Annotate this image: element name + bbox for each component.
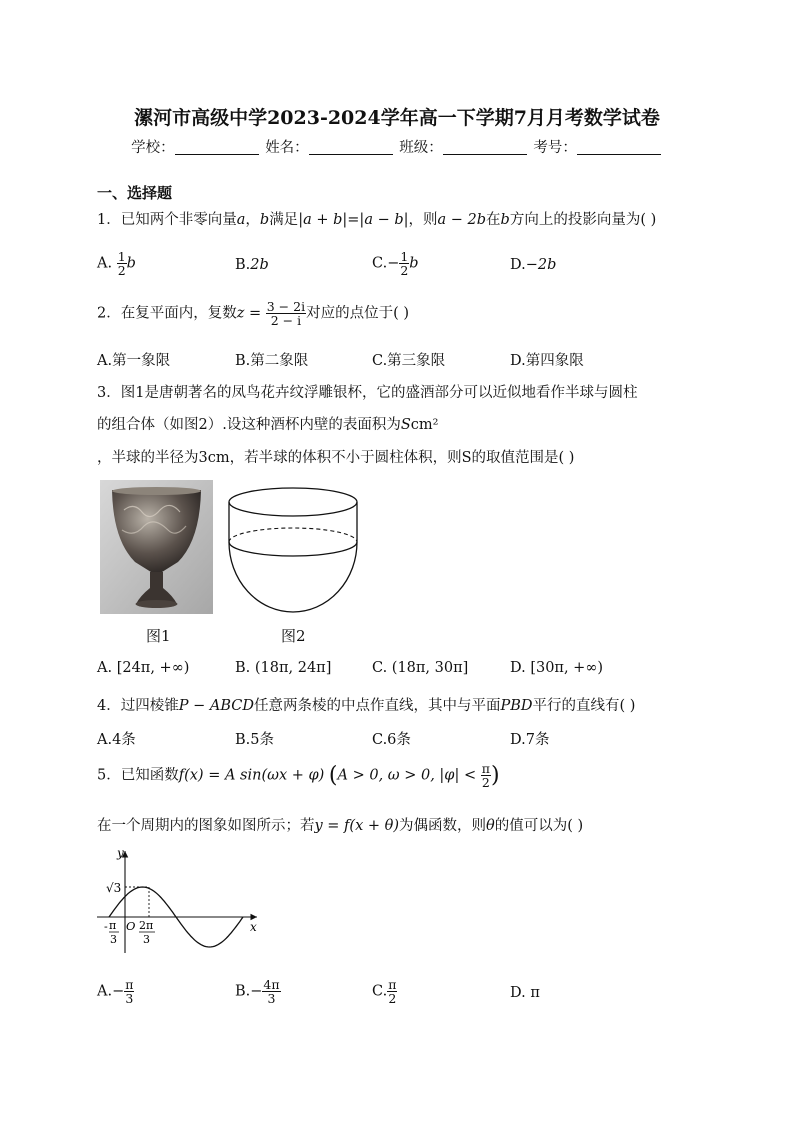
question-5: [97, 762, 500, 789]
q5-line-2: [97, 814, 583, 835]
q5-condition: A > 0, ω > 0, |φ| <: [337, 767, 477, 784]
option-text: π: [530, 985, 540, 1001]
q5-option-c[interactable]: [372, 978, 397, 1005]
number-label: 考号：: [533, 140, 577, 156]
option-text: 2b: [250, 257, 269, 273]
q1-vector-a: a: [236, 212, 246, 228]
neg-tick-num: π: [109, 919, 117, 932]
q1-option-d[interactable]: [510, 257, 556, 273]
option-label: D.: [510, 257, 526, 273]
fraction: [117, 250, 127, 277]
q3-line2-text: 的组合体（如图2）.设这种酒杯内壁的表面积为: [97, 417, 401, 433]
q5-line2-a: 在一个周期内的图象如图所示；若: [97, 818, 315, 834]
fraction: [387, 978, 397, 1005]
q5-option-d[interactable]: [510, 985, 540, 1001]
sqrt3-label: √3: [106, 881, 122, 895]
option-vector: b: [126, 255, 136, 272]
option-sign: −: [112, 983, 125, 1000]
q1-comma: ，: [245, 212, 260, 228]
frac-den: 3: [125, 991, 134, 1007]
q5-option-b[interactable]: [235, 978, 281, 1005]
paren-left: (: [328, 763, 338, 789]
neg-sign: -: [104, 920, 108, 933]
option-label: B.: [235, 983, 251, 1000]
q1-on: 在: [486, 212, 501, 228]
q2-z: z =: [236, 305, 262, 322]
q5-line2-c: 的值可以为( ): [494, 818, 584, 834]
q5-cond-fraction: [481, 762, 491, 789]
q2-option-d[interactable]: D.第四象限: [510, 353, 584, 369]
school-blank: [175, 140, 259, 155]
pos-tick-den: 3: [143, 933, 150, 946]
option-label: B.: [235, 257, 251, 273]
sine-graph: [95, 845, 265, 955]
option-label: A.: [97, 255, 113, 272]
option-label: C.: [372, 255, 388, 272]
q1-prefix: 1．已知两个非零向量: [97, 212, 237, 228]
q1-eq: =: [347, 212, 360, 228]
frac-den: 2 − i: [270, 313, 302, 329]
q3-option-c[interactable]: C. (18π, 30π]: [372, 660, 469, 676]
school-label: 学校：: [131, 140, 175, 156]
option-sign: −: [250, 983, 263, 1000]
frac-num: π: [125, 977, 134, 992]
neg-tick-den: 3: [110, 933, 117, 946]
q1-then: ，则: [408, 212, 438, 228]
class-blank: [443, 140, 527, 155]
frac-den: 2: [400, 263, 409, 279]
joint-back-arc: [229, 528, 357, 542]
frac-den: 2: [388, 991, 397, 1007]
q3-option-d[interactable]: D. [30π, +∞): [510, 660, 604, 676]
q4-option-d[interactable]: D.7条: [510, 732, 550, 748]
silver-cup-photo: [100, 480, 213, 614]
q3-line-3: ，半球的半径为3cm，若半球的体积不小于圆柱体积，则S的取值范围是( ): [97, 450, 575, 466]
figure-2-diagram: [223, 482, 363, 620]
q2-suffix: 对应的点位于( ): [306, 305, 410, 322]
fraction: [399, 250, 409, 277]
frac-num: 1: [117, 249, 126, 264]
q5-line2-b: 为偶函数，则: [399, 818, 487, 834]
q5-option-a[interactable]: [97, 978, 134, 1005]
name-label: 姓名：: [265, 140, 309, 156]
q3-var-s: S: [400, 417, 411, 433]
cylinder-top-ellipse: [229, 488, 357, 516]
number-blank: [577, 140, 661, 155]
q4-plane: PBD: [500, 698, 533, 714]
question-2: [97, 300, 409, 327]
question-1: 1．已知两个非零向量a，b满足|a + b|=|a − b|，则a − 2b在b方向上的投影向量为( ): [97, 212, 657, 228]
q2-option-b[interactable]: B.第二象限: [235, 353, 309, 369]
origin-label: O: [126, 919, 136, 933]
q1-abs-left: a + b: [303, 212, 343, 228]
question-4: [97, 694, 635, 715]
q2-option-a[interactable]: A.第一象限: [97, 353, 171, 369]
q4-middle: 任意两条棱的中点作直线，其中与平面: [253, 698, 501, 714]
q4-option-c[interactable]: C.6条: [372, 732, 411, 748]
joint-front-arc: [229, 542, 357, 556]
q2-fraction: [266, 300, 306, 327]
q1-abs-right: a − b: [364, 212, 404, 228]
y-axis-label: y: [117, 846, 124, 860]
q1-vector-b-2: b: [500, 212, 510, 228]
q4-option-b[interactable]: B.5条: [235, 732, 274, 748]
q5-prefix: 5．已知函数: [97, 767, 179, 784]
q5-expr: y = f(x + θ): [314, 818, 400, 834]
q2-prefix: 2．在复平面内，复数: [97, 305, 237, 322]
q3-line-1: 3．图1是唐朝著名的凤鸟花卉纹浮雕银杯，它的盛酒部分可以近似地看作半球与圆柱: [97, 385, 638, 401]
q4-suffix: 平行的直线有( ): [532, 698, 636, 714]
q5-function: f(x) = A sin(ωx + φ): [178, 767, 325, 784]
frac-num: 3 − 2i: [266, 299, 306, 314]
q1-expr: a − 2b: [437, 212, 487, 228]
option-label: D.: [510, 985, 526, 1001]
q1-option-a[interactable]: [97, 250, 136, 277]
q2-option-c[interactable]: C.第三象限: [372, 353, 446, 369]
paren-right: ): [490, 763, 500, 789]
exam-title: 漯河市高级中学2023-2024学年高一下学期7月月考数学试卷: [134, 107, 660, 129]
frac-den: 3: [267, 991, 276, 1007]
q1-vector-b: b: [259, 212, 270, 228]
q4-pyramid: P − ABCD: [178, 698, 254, 714]
fraction: [124, 978, 134, 1005]
frac-num: 1: [400, 249, 409, 264]
frac-num: 4π: [263, 977, 280, 992]
student-info-line: [0, 136, 794, 157]
q1-option-c[interactable]: [372, 250, 419, 277]
frac-den: 2: [481, 775, 490, 791]
q3-line-2: [97, 413, 438, 434]
frac-den: 2: [117, 263, 126, 279]
q3-option-a[interactable]: A. [24π, +∞): [97, 660, 190, 676]
option-vector: b: [409, 255, 419, 272]
fig1-caption: 图1: [146, 627, 171, 645]
section-title: 一、选择题: [97, 184, 173, 202]
fraction: [262, 978, 280, 1005]
option-text: −2b: [525, 257, 557, 273]
q5-theta: θ: [486, 818, 495, 834]
frac-num: π: [481, 761, 490, 776]
x-axis-label: x: [250, 920, 257, 934]
q1-satisfies: 满足: [269, 212, 299, 228]
q4-prefix: 4．过四棱锥: [97, 698, 179, 714]
option-sign: −: [387, 255, 400, 272]
q4-option-a[interactable]: A.4条: [97, 732, 136, 748]
q3-unit: cm²: [410, 417, 439, 433]
name-blank: [309, 140, 393, 155]
q1-option-b[interactable]: [235, 257, 269, 273]
q1-suffix: 方向上的投影向量为( ): [509, 212, 657, 228]
option-label: C.: [372, 983, 388, 1000]
fig2-caption: 图2: [281, 627, 306, 645]
pos-tick-num: 2π: [139, 919, 154, 932]
q3-option-b[interactable]: B. (18π, 24π]: [235, 660, 332, 676]
frac-num: π: [388, 977, 397, 992]
class-label: 班级：: [399, 140, 443, 156]
option-label: A.: [97, 983, 113, 1000]
